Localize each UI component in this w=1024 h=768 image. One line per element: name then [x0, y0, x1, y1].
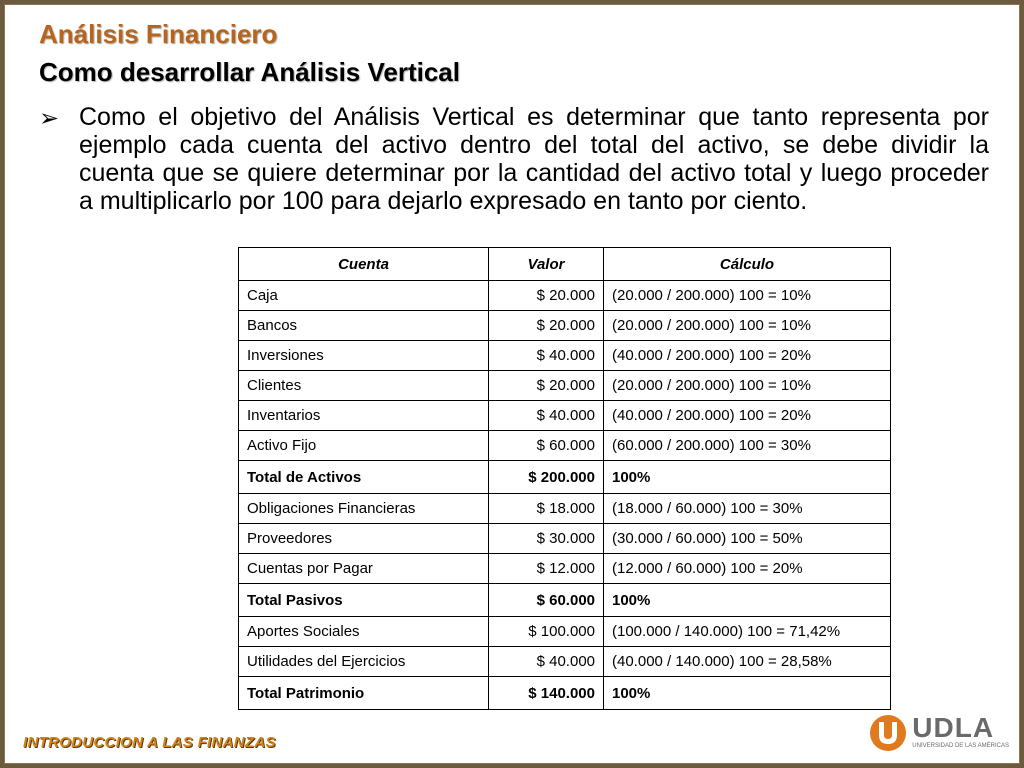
header-calculo: Cálculo	[604, 248, 891, 281]
table-total-row	[239, 584, 891, 617]
cell-valor: $ 100.000	[489, 617, 604, 647]
bullet-paragraph	[39, 103, 989, 215]
header-cuenta: Cuenta	[239, 248, 489, 281]
cell-calculo: (20.000 / 200.000) 100 = 10%	[604, 311, 891, 341]
table-row	[239, 524, 891, 554]
logo-wordmark: UDLA	[912, 712, 995, 743]
cell-cuenta: Proveedores	[239, 524, 489, 554]
table-row	[239, 494, 891, 524]
table-row	[239, 281, 891, 311]
cell-valor: $ 12.000	[489, 554, 604, 584]
cell-cuenta: Inversiones	[239, 341, 489, 371]
cell-valor: $ 60.000	[489, 431, 604, 461]
cell-calculo: 100%	[604, 461, 891, 494]
arrow-bullet-icon: ➢	[39, 105, 60, 132]
table-row	[239, 554, 891, 584]
bullet-text: Como el objetivo del Análisis Vertical es determinar que tanto representa por ejemplo cada cuenta del activo dentro del total del activo, se debe dividir la cuenta que se quiere determinar por la cantidad del activo total y luego proceder a multiplicarlo por 100 para dejarlo expresado en tanto por ciento.	[79, 103, 989, 215]
cell-valor: $ 20.000	[489, 281, 604, 311]
table-row	[239, 647, 891, 677]
cell-cuenta: Obligaciones Financieras	[239, 494, 489, 524]
cell-calculo: 100%	[604, 584, 891, 617]
cell-calculo: 100%	[604, 677, 891, 710]
cell-cuenta: Total de Activos	[239, 461, 489, 494]
cell-calculo: (60.000 / 200.000) 100 = 30%	[604, 431, 891, 461]
cell-calculo: (20.000 / 200.000) 100 = 10%	[604, 371, 891, 401]
cell-cuenta: Total Pasivos	[239, 584, 489, 617]
table-header-row	[239, 248, 891, 281]
cell-cuenta: Cuentas por Pagar	[239, 554, 489, 584]
slide	[4, 4, 1020, 764]
table-row	[239, 431, 891, 461]
logo-subtext: UNIVERSIDAD DE LAS AMÉRICAS	[912, 743, 1009, 749]
cell-valor: $ 140.000	[489, 677, 604, 710]
table-row	[239, 311, 891, 341]
table-row	[239, 341, 891, 371]
cell-valor: $ 200.000	[489, 461, 604, 494]
cell-valor: $ 60.000	[489, 584, 604, 617]
table-row	[239, 617, 891, 647]
cell-calculo: (100.000 / 140.000) 100 = 71,42%	[604, 617, 891, 647]
cell-calculo: (20.000 / 200.000) 100 = 10%	[604, 281, 891, 311]
table-total-row	[239, 461, 891, 494]
cell-calculo: (40.000 / 200.000) 100 = 20%	[604, 401, 891, 431]
header-valor: Valor	[489, 248, 604, 281]
cell-calculo: (40.000 / 140.000) 100 = 28,58%	[604, 647, 891, 677]
cell-valor: $ 30.000	[489, 524, 604, 554]
cell-valor: $ 18.000	[489, 494, 604, 524]
table-total-row	[239, 677, 891, 710]
cell-calculo: (12.000 / 60.000) 100 = 20%	[604, 554, 891, 584]
cell-cuenta: Aportes Sociales	[239, 617, 489, 647]
cell-cuenta: Utilidades del Ejercicios	[239, 647, 489, 677]
table-row	[239, 401, 891, 431]
cell-calculo: (30.000 / 60.000) 100 = 50%	[604, 524, 891, 554]
udla-logo	[868, 713, 1009, 753]
cell-valor: $ 20.000	[489, 311, 604, 341]
analysis-table	[238, 247, 891, 710]
cell-cuenta: Total Patrimonio	[239, 677, 489, 710]
cell-valor: $ 40.000	[489, 341, 604, 371]
table-row	[239, 371, 891, 401]
cell-valor: $ 40.000	[489, 647, 604, 677]
cell-cuenta: Caja	[239, 281, 489, 311]
cell-valor: $ 20.000	[489, 371, 604, 401]
slide-title: Análisis Financiero	[39, 19, 278, 49]
cell-valor: $ 40.000	[489, 401, 604, 431]
udla-logo-icon	[868, 713, 908, 753]
cell-calculo: (18.000 / 60.000) 100 = 30%	[604, 494, 891, 524]
cell-cuenta: Bancos	[239, 311, 489, 341]
footer-course-title: INTRODUCCION A LAS FINANZAS	[23, 734, 276, 751]
cell-cuenta: Activo Fijo	[239, 431, 489, 461]
cell-cuenta: Inventarios	[239, 401, 489, 431]
cell-calculo: (40.000 / 200.000) 100 = 20%	[604, 341, 891, 371]
cell-cuenta: Clientes	[239, 371, 489, 401]
slide-subtitle: Como desarrollar Análisis Vertical	[39, 57, 460, 87]
